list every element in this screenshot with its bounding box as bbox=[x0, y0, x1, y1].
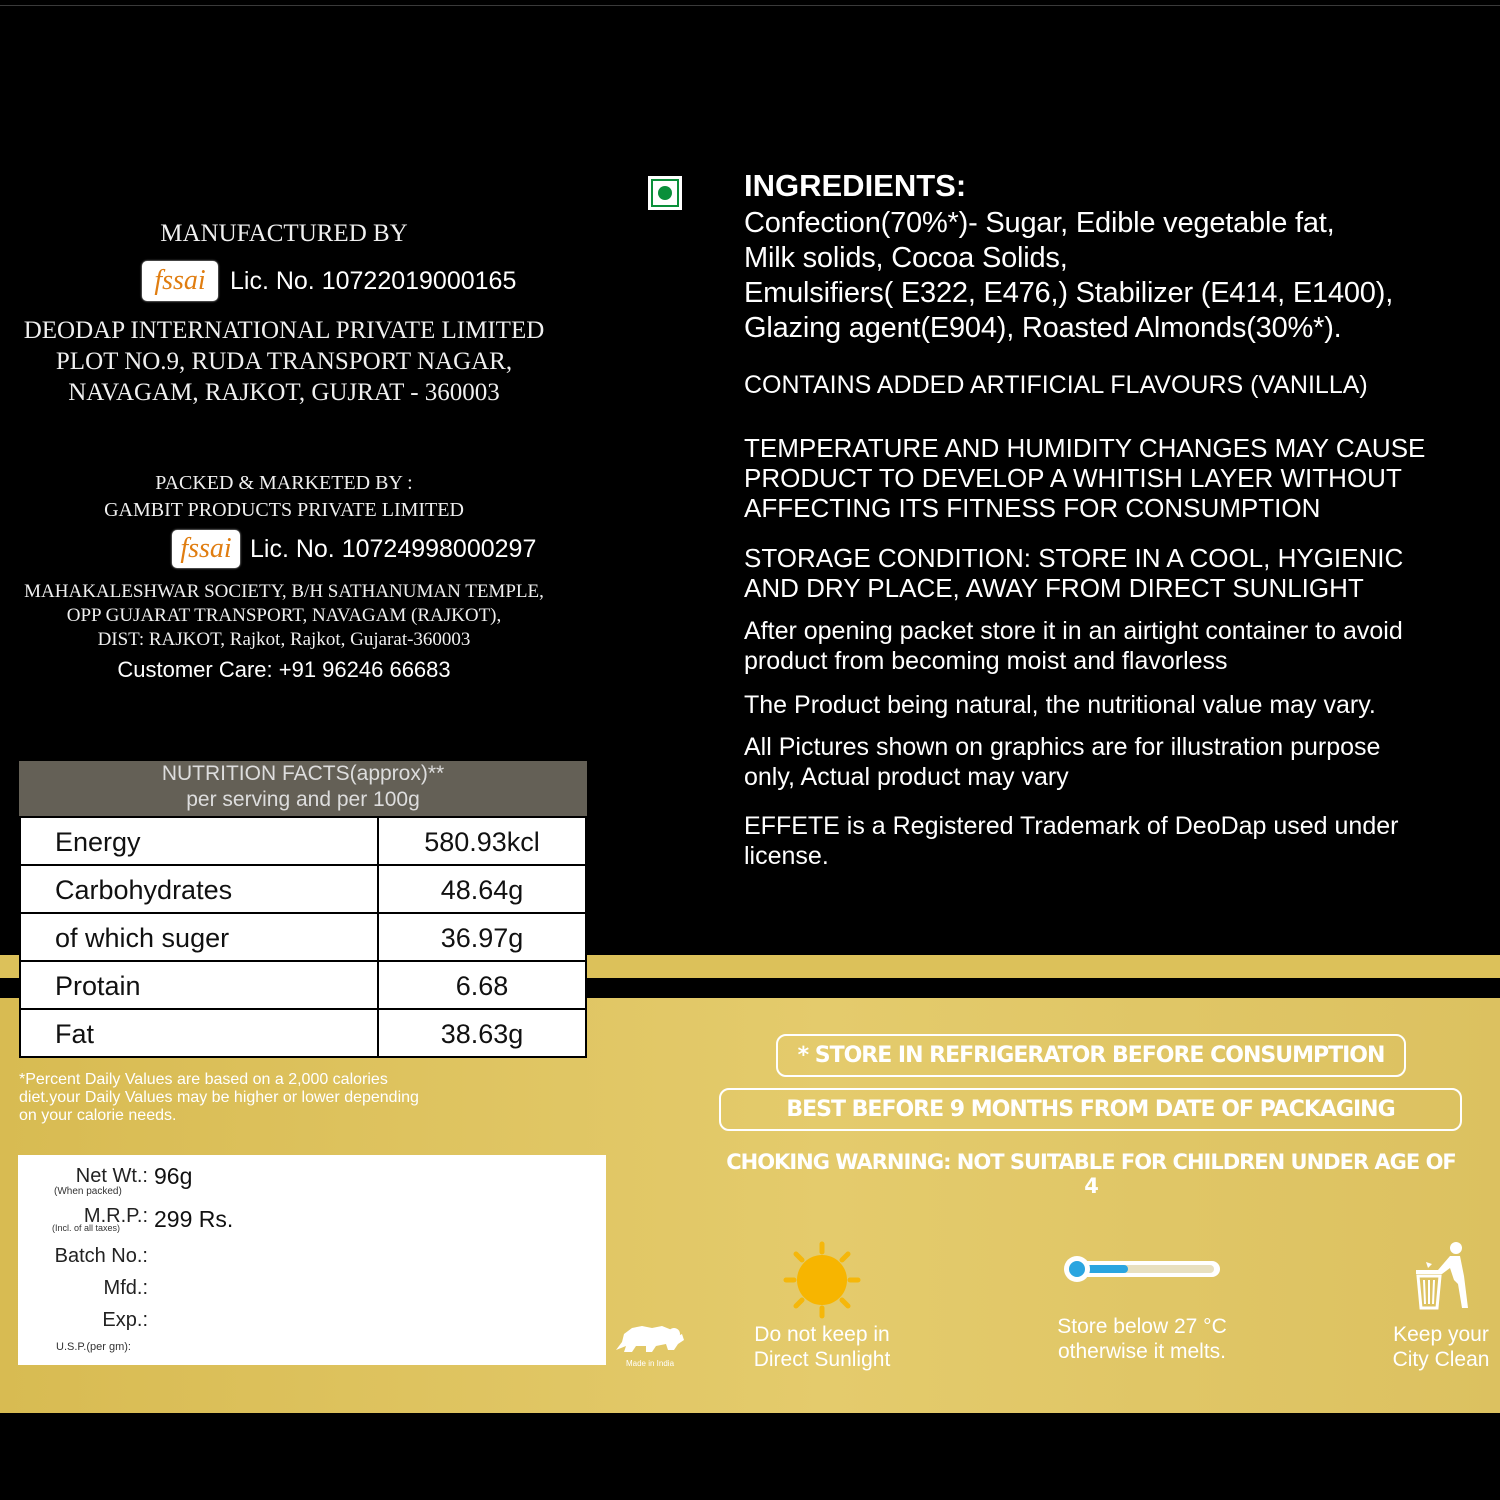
customer-care: Customer Care: +91 96246 66683 bbox=[117, 657, 451, 682]
mrp-label: M.R.P.: bbox=[83, 1205, 148, 1227]
made-in-india-lion-icon bbox=[612, 1320, 688, 1368]
packer-address: MAHAKALESHWAR SOCIETY, B/H SATHANUMAN TEMPLE, OPP GUJARAT TRANSPORT, NAVAGAM (RAJKOT), DIST: RAJKOT, Rajkot, Rajkot, Gujarat-360003 bbox=[24, 581, 544, 650]
table-row bbox=[21, 1010, 585, 1058]
storage-condition: STORAGE CONDITION: STORE IN A COOL, HYGIENIC AND DRY PLACE, AWAY FROM DIRECT SUNLIGHT bbox=[744, 543, 1404, 603]
sun-icon bbox=[782, 1240, 862, 1320]
table-row bbox=[21, 962, 585, 1010]
nutrient-value: 580.93kcl bbox=[377, 818, 585, 864]
nutrition-header: NUTRITION FACTS(approx)** per serving and per 100g bbox=[19, 761, 587, 816]
net-weight-value: 96g bbox=[154, 1163, 193, 1189]
refrigerate-warning: * STORE IN REFRIGERATOR BEFORE CONSUMPTION bbox=[776, 1034, 1406, 1077]
nutrient-name: Protain bbox=[55, 971, 141, 1001]
table-row bbox=[21, 866, 585, 914]
packer-license: Lic. No. 10724998000297 bbox=[250, 535, 537, 563]
sun-caption: Do not keep in Direct Sunlight bbox=[753, 1323, 891, 1371]
fssai-logo-icon: fssai bbox=[172, 530, 240, 568]
nutrient-value: 38.63g bbox=[377, 1010, 585, 1056]
net-weight-sub: (When packed) bbox=[54, 1186, 122, 1197]
nutrient-name: Energy bbox=[55, 827, 141, 857]
exp-label: Exp.: bbox=[102, 1309, 148, 1331]
manufacturer-license: Lic. No. 10722019000165 bbox=[230, 267, 517, 295]
nutrient-name: Fat bbox=[55, 1019, 95, 1049]
pictures-note: All Pictures shown on graphics are for illustration purpose only, Actual product may vary bbox=[744, 733, 1381, 791]
nutrient-value: 36.97g bbox=[377, 914, 585, 960]
mrp-sub: (Incl. of all taxes) bbox=[52, 1223, 121, 1233]
mrp-value: 299 Rs. bbox=[154, 1206, 234, 1232]
usp-label: U.S.P.(per gm): bbox=[56, 1341, 131, 1353]
nutrient-name: Carbohydrates bbox=[55, 875, 233, 905]
nutrient-value: 48.64g bbox=[377, 866, 585, 912]
manufacturer-address: DEODAP INTERNATIONAL PRIVATE LIMITED PLOT NO.9, RUDA TRANSPORT NAGAR, NAVAGAM, RAJKOT, GUJRAT - 360003 bbox=[23, 317, 545, 406]
made-in-india-label: Made in India bbox=[625, 1359, 675, 1368]
manufactured-by-heading: MANUFACTURED BY bbox=[160, 220, 408, 247]
daily-values-note: *Percent Daily Values are based on a 2,000 calories diet.your Daily Values may be higher or lower depending on your calorie needs. bbox=[19, 1071, 419, 1124]
nutrient-value: 6.68 bbox=[377, 962, 585, 1008]
thermometer-icon bbox=[1062, 1252, 1222, 1286]
nutrient-name: of which suger bbox=[55, 923, 230, 953]
trademark-note: EFFETE is a Registered Trademark of DeoDap used under license. bbox=[744, 812, 1399, 870]
packed-by-heading: PACKED & MARKETED BY : GAMBIT PRODUCTS PRIVATE LIMITED bbox=[104, 472, 464, 521]
nutrition-table bbox=[19, 816, 587, 1058]
table-row bbox=[21, 818, 585, 866]
after-opening-note: After opening packet store it in an airtight container to avoid product from becoming moist and flavorless bbox=[744, 617, 1403, 675]
net-weight-label: Net Wt.: bbox=[75, 1165, 148, 1187]
ingredients-list: Confection(70%*)- Sugar, Edible vegetable fat, Milk solids, Cocoa Solids, Emulsifiers( E322, E476,) Stabilizer (E414, E1400), Glazing agent(E904), Roasted Almonds(30%*). bbox=[744, 207, 1394, 344]
dustbin-icon bbox=[1410, 1240, 1474, 1312]
choking-warning: CHOKING WARNING: NOT SUITABLE FOR CHILDREN UNDER AGE OF 4 bbox=[726, 1150, 1456, 1198]
bottom-black-band bbox=[0, 1413, 1500, 1500]
temperature-note: TEMPERATURE AND HUMIDITY CHANGES MAY CAUSE PRODUCT TO DEVELOP A WHITISH LAYER WITHOUT AFFECTING ITS FITNESS FOR CONSUMPTION bbox=[744, 433, 1426, 523]
best-before-warning: BEST BEFORE 9 MONTHS FROM DATE OF PACKAGING bbox=[719, 1088, 1462, 1131]
vegetarian-mark-icon bbox=[648, 176, 682, 210]
temperature-caption: Store below 27 °C otherwise it melts. bbox=[1057, 1315, 1227, 1363]
top-border-line bbox=[0, 5, 1500, 6]
bin-caption: Keep your City Clean bbox=[1392, 1323, 1490, 1371]
table-row bbox=[21, 914, 585, 962]
pack-info-box bbox=[18, 1155, 606, 1365]
natural-note: The Product being natural, the nutritional value may vary. bbox=[744, 691, 1376, 719]
ingredients-heading: INGREDIENTS: bbox=[744, 168, 967, 203]
fssai-logo-icon: fssai bbox=[142, 261, 218, 301]
mfd-label: Mfd.: bbox=[103, 1277, 148, 1299]
flavour-note: CONTAINS ADDED ARTIFICIAL FLAVOURS (VANILLA) bbox=[744, 371, 1368, 399]
batch-label: Batch No.: bbox=[54, 1245, 148, 1267]
